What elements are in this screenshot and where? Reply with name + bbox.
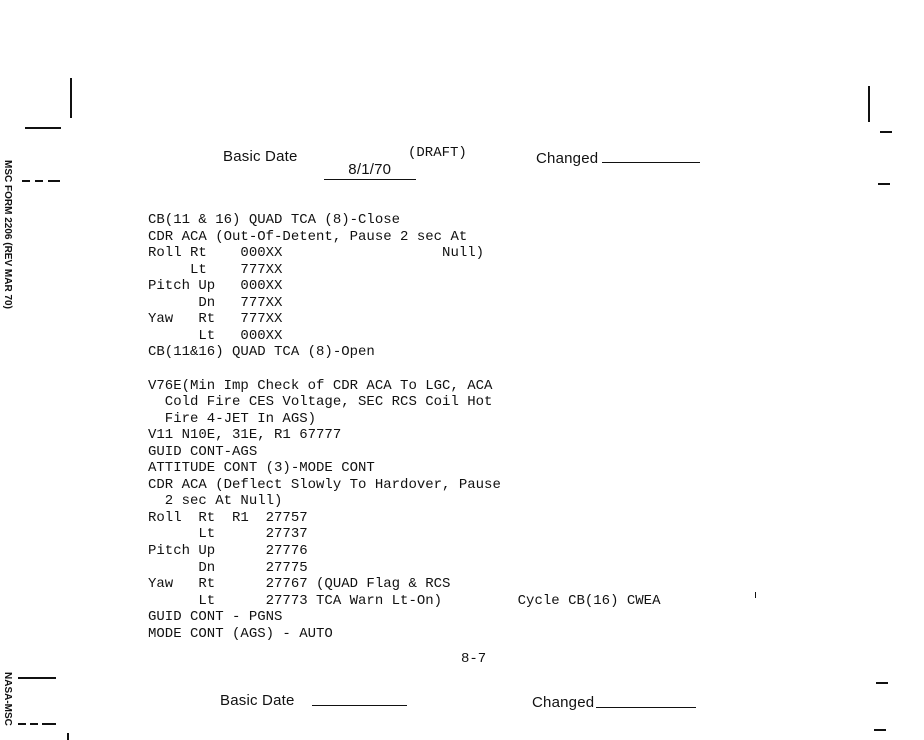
header-draft-note: (DRAFT) [408,145,467,161]
procedure-line: Dn 27775 [148,559,308,576]
basic-date-value: 8/1/70 [324,161,416,180]
margin-tick-left-1 [25,127,61,129]
procedure-line: CDR ACA (Out-Of-Detent, Pause 2 sec At [148,228,468,245]
procedure-line: Yaw Rt 777XX [148,311,283,328]
org-vertical: NASA-MSC [2,672,13,726]
page-number: 8-7 [461,651,487,667]
procedure-line: GUID CONT-AGS [148,443,258,460]
procedure-line: CDR ACA (Deflect Slowly To Hardover, Pause [148,476,501,493]
header-basic-date-value [315,144,416,180]
procedure-line: Yaw Rt 27767 (QUAD Flag & RCS [148,576,451,593]
footer-basic-date-line [312,705,407,706]
procedure-line: MODE CONT (AGS) - AUTO [148,625,333,642]
form-id-vertical: MSC FORM 2206 (REV MAR 70) [2,160,13,309]
margin-dash-left-5 [30,723,38,725]
footer-changed-line [596,707,696,708]
header-changed-label: Changed [536,150,599,167]
margin-bar-top-left [70,78,72,118]
procedure-line: CB(11 & 16) QUAD TCA (8)-Close [148,212,401,228]
margin-tick-bottom-left [67,733,69,740]
margin-tick-right-1 [880,131,892,133]
header-basic-date-label: Basic Date [223,148,298,165]
procedure-line: V76E(Min Imp Check of CDR ACA To LGC, ACA [148,377,493,394]
procedure-line: Lt 27737 [148,526,308,543]
footer-basic-date-label: Basic Date [220,692,295,709]
margin-dash-left-6 [42,723,56,725]
procedure-line: Pitch Up 000XX [148,278,283,295]
margin-tick-right-4 [874,729,886,731]
procedure-line: CB(11&16) QUAD TCA (8)-Open [148,344,375,361]
procedure-line: Roll Rt 000XX Null) [148,245,485,262]
procedure-line: GUID CONT - PGNS [148,609,283,626]
procedure-line: Roll Rt R1 27757 [148,509,308,526]
procedure-line: Dn 777XX [148,294,283,311]
margin-dash-left-2 [35,180,43,182]
procedure-line: Lt 777XX [148,261,283,278]
procedure-line: Fire 4-JET In AGS) [148,410,317,427]
margin-tick-right-2 [878,183,890,185]
margin-dash-left-1 [22,180,30,182]
procedure-line: 2 sec At Null) [148,493,283,510]
procedure-line: Lt 27773 TCA Warn Lt-On) Cycle CB(16) CWEA [148,592,661,609]
margin-bar-top-right [868,86,870,122]
header-changed-line [602,162,700,163]
margin-tick-left-2 [18,677,56,679]
procedure-line: Cold Fire CES Voltage, SEC RCS Coil Hot [148,394,493,411]
footer-changed-label: Changed [532,694,595,711]
procedure-line: Pitch Up 27776 [148,543,308,559]
procedure-line: V11 N10E, 31E, R1 67777 [148,427,342,444]
margin-tick-right-3 [876,682,888,684]
margin-dash-left-3 [48,180,60,182]
speck-1 [755,592,756,598]
procedure-line: Lt 000XX [148,327,283,344]
margin-dash-left-4 [18,723,26,725]
procedure-line: ATTITUDE CONT (3)-MODE CONT [148,460,375,477]
